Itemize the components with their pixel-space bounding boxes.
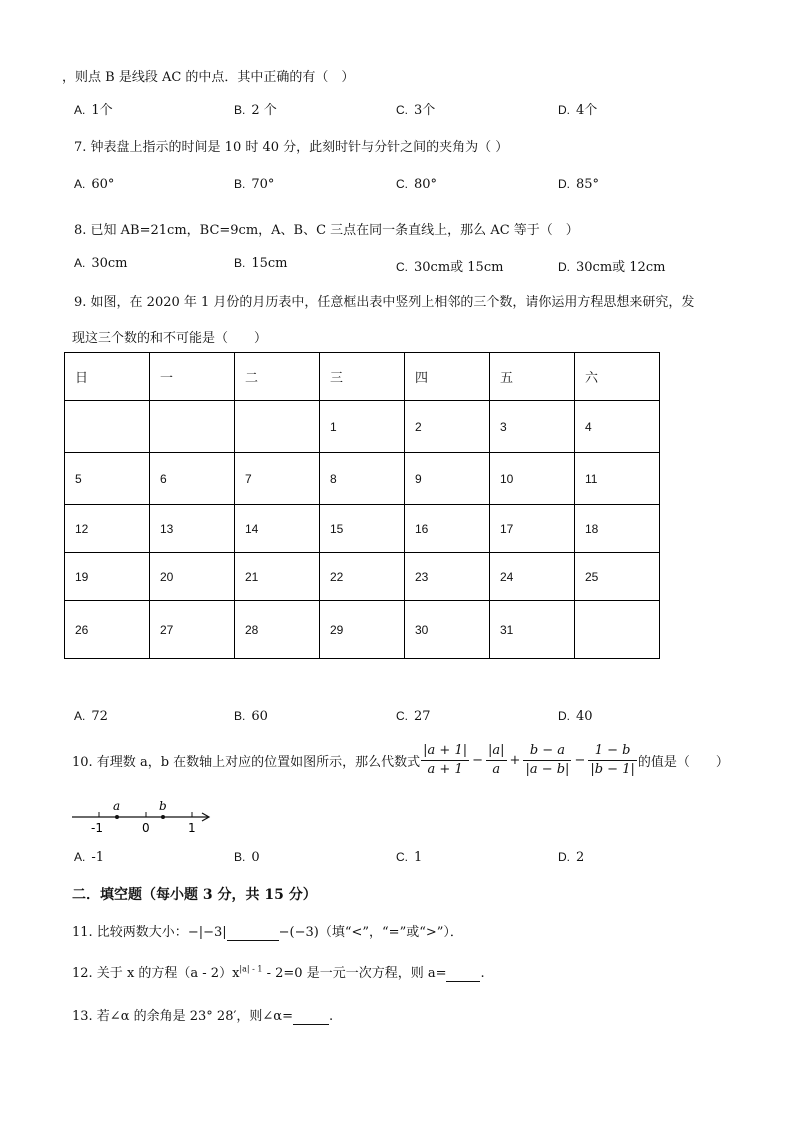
fraction-1-numerator: |a + 1| (421, 742, 469, 761)
calendar-cell: 26 (65, 601, 150, 659)
q12-answer-blank[interactable] (446, 966, 480, 982)
calendar-cell: 4 (575, 401, 660, 453)
calendar-cell: 16 (405, 505, 490, 553)
fraction-2-numerator: |a| (486, 742, 507, 761)
q11-expr-right: −(−3) (278, 925, 319, 940)
point-b-label: b (159, 799, 167, 813)
q7-option-a: A. 60° (74, 177, 115, 192)
calendar-cell: 28 (235, 601, 320, 659)
tick-label-zero: 0 (142, 821, 150, 835)
q11 (72, 921, 463, 941)
operator-3: − (574, 753, 586, 768)
q11-expr-left: −|−3| (187, 925, 227, 940)
q8-option-d: D. 30cm或 12cm (558, 260, 666, 275)
tick-label-one: 1 (188, 821, 196, 835)
q10-option-c: C. 1 (396, 850, 423, 865)
calendar-cell: 5 (65, 453, 150, 505)
q6-stem-tail: ，则点 B 是线段 AC 的中点．其中正确的有（ ） (62, 70, 355, 85)
calendar-row (65, 553, 660, 601)
q9-option-d: D. 40 (558, 709, 593, 724)
point-b-dot (161, 815, 165, 819)
q12-prefix: 12. 关于 x 的方程（a - 2）x (72, 966, 240, 981)
q6-option-c: C. 3个 (396, 103, 436, 118)
q6-option-d: D. 4个 (558, 103, 598, 118)
q12-suffix: - 2=0 是一元一次方程，则 a= (262, 966, 447, 981)
calendar-cell (150, 401, 235, 453)
calendar-header-cell: 五 (490, 353, 575, 401)
operator-2: + (509, 753, 521, 768)
operator-1: − (472, 753, 484, 768)
q12 (72, 962, 485, 982)
q10-stem-suffix: 的值是（ ） (637, 755, 729, 770)
fraction-2-denominator: a (492, 762, 501, 777)
calendar-cell: 25 (575, 553, 660, 601)
q6-option-a: A. 1个 (74, 103, 113, 118)
fraction-4 (588, 742, 637, 779)
number-line-figure (68, 796, 218, 836)
calendar-cell: 12 (65, 505, 150, 553)
calendar-header-cell: 日 (65, 353, 150, 401)
q9-stem-line1: 9. 如图，在 2020 年 1 月份的月历表中，任意框出表中竖列上相邻的三个数，请你运用方程思想来研究，发 (74, 295, 695, 310)
q11-prefix: 11. 比较两数大小： (72, 925, 188, 940)
q8-stem: 8. 已知 AB=21cm，BC=9cm，A、B、C 三点在同一条直线上，那么 AC 等于（ ） (74, 223, 579, 238)
tick-label-minus-one: -1 (91, 821, 103, 835)
q8-option-c: C. 30cm或 15cm (396, 260, 504, 275)
calendar-cell: 15 (320, 505, 405, 553)
q10-stem (72, 742, 729, 779)
calendar-header-cell: 二 (235, 353, 320, 401)
q7-option-c: C. 80° (396, 177, 438, 192)
calendar-header-cell: 六 (575, 353, 660, 401)
calendar-cell: 29 (320, 601, 405, 659)
point-a-dot (115, 815, 119, 819)
q12-superscript: |a| - 1 (239, 964, 263, 974)
calendar-cell: 2 (405, 401, 490, 453)
calendar-table (64, 352, 660, 659)
calendar-cell (575, 601, 660, 659)
fraction-3 (523, 742, 571, 779)
q9-option-c: C. 27 (396, 709, 431, 724)
section-title: 二．填空题（每小题 3 分，共 15 分） (72, 887, 317, 903)
calendar-cell: 7 (235, 453, 320, 505)
fraction-4-numerator: 1 − b (588, 742, 637, 761)
q8-option-a: A. 30cm (74, 256, 128, 271)
calendar-row (65, 401, 660, 453)
q9-option-a: A. 72 (74, 709, 108, 724)
q6-option-b: B. 2 个 (234, 103, 277, 118)
q11-suffix: （填“<”，“=”或“>”）． (318, 925, 463, 940)
calendar-header-cell: 一 (150, 353, 235, 401)
q11-answer-blank[interactable] (227, 925, 279, 941)
q13-prefix: 13. 若∠α 的余角是 23° 28′，则∠α= (72, 1009, 293, 1024)
calendar-cell: 31 (490, 601, 575, 659)
calendar-cell: 24 (490, 553, 575, 601)
q7-stem: 7. 钟表盘上指示的时间是 10 时 40 分，此刻时针与分针之间的夹角为（ ） (74, 140, 509, 155)
calendar-cell: 20 (150, 553, 235, 601)
calendar-row (65, 601, 660, 659)
calendar-header-cell: 四 (405, 353, 490, 401)
calendar-cell: 3 (490, 401, 575, 453)
q9-option-b: B. 60 (234, 709, 268, 724)
point-a-label: a (113, 799, 121, 813)
q9-stem-line2: 现这三个数的和不可能是（ ） (72, 331, 268, 346)
q12-end: . (480, 966, 485, 981)
calendar-cell (65, 401, 150, 453)
calendar-cell: 17 (490, 505, 575, 553)
calendar-cell: 1 (320, 401, 405, 453)
calendar-cell: 6 (150, 453, 235, 505)
calendar-cell: 21 (235, 553, 320, 601)
calendar-cell: 27 (150, 601, 235, 659)
calendar-cell: 18 (575, 505, 660, 553)
calendar-cell: 10 (490, 453, 575, 505)
calendar-cell: 9 (405, 453, 490, 505)
calendar-cell: 8 (320, 453, 405, 505)
q7-option-b: B. 70° (234, 177, 275, 192)
calendar-cell: 22 (320, 553, 405, 601)
calendar-cell: 30 (405, 601, 490, 659)
q13 (72, 1005, 333, 1025)
calendar-cell (235, 401, 320, 453)
fraction-4-denominator: |b − 1| (590, 762, 635, 777)
calendar-cell: 19 (65, 553, 150, 601)
fraction-2 (486, 742, 507, 779)
calendar-header-row (65, 353, 660, 401)
calendar-header-cell: 三 (320, 353, 405, 401)
q13-answer-blank[interactable] (293, 1009, 329, 1025)
fraction-3-numerator: b − a (523, 742, 571, 761)
fraction-3-denominator: |a − b| (525, 762, 570, 777)
calendar-row (65, 453, 660, 505)
q10-option-d: D. 2 (558, 850, 585, 865)
calendar-cell: 11 (575, 453, 660, 505)
calendar-cell: 23 (405, 553, 490, 601)
q8-option-b: B. 15cm (234, 256, 288, 271)
q10-stem-prefix: 10. 有理数 a，b 在数轴上对应的位置如图所示，那么代数式 (72, 755, 421, 770)
q10-option-a: A. -1 (74, 850, 105, 865)
calendar-cell: 14 (235, 505, 320, 553)
q10-option-b: B. 0 (234, 850, 260, 865)
calendar-cell: 13 (150, 505, 235, 553)
fraction-1 (421, 742, 469, 779)
fraction-1-denominator: a + 1 (427, 762, 463, 777)
calendar-row (65, 505, 660, 553)
q13-end: . (328, 1009, 334, 1024)
q7-option-d: D. 85° (558, 177, 600, 192)
